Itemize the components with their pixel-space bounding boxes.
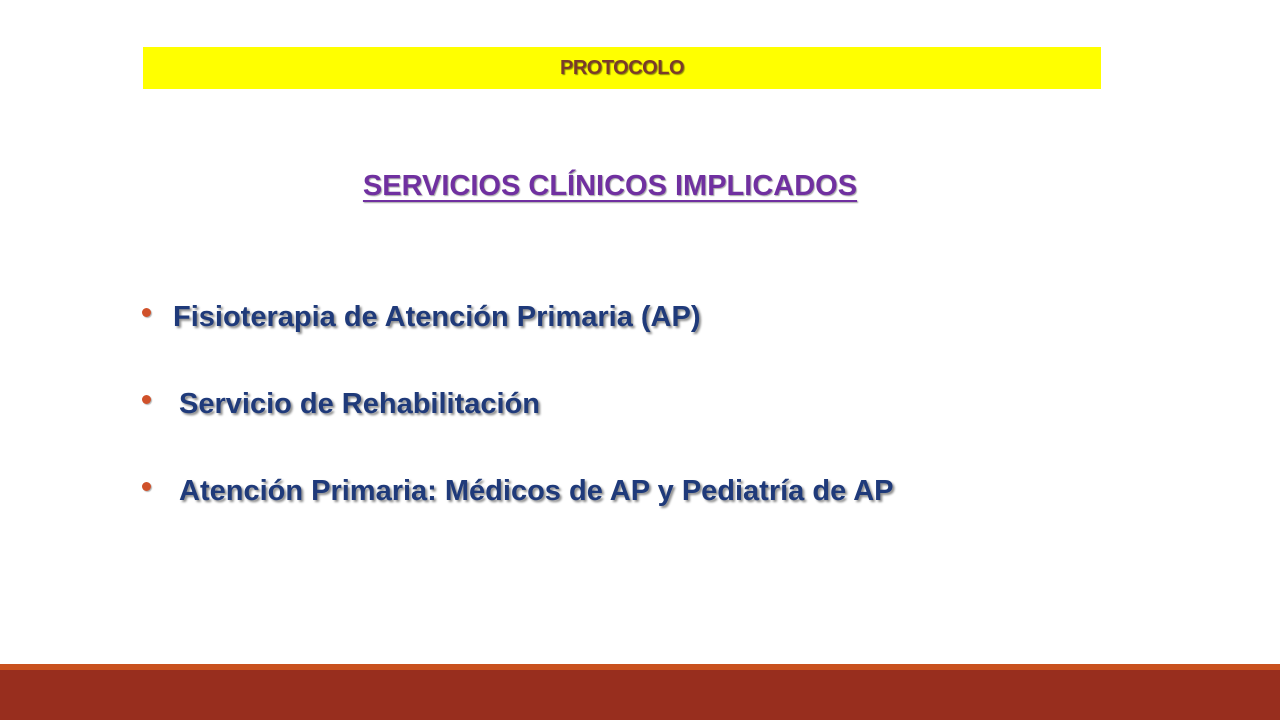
protocol-banner: [143, 47, 1101, 89]
list-item: [142, 295, 893, 339]
list-item: [142, 382, 893, 426]
section-title: SERVICIOS CLÍNICOS IMPLICADOS: [362, 170, 858, 202]
bullet-icon: [142, 308, 151, 317]
bullet-icon: [142, 482, 151, 491]
footer-bar: [0, 670, 1280, 720]
list-item: [142, 469, 893, 513]
bullet-icon: [142, 395, 151, 404]
bullet-text: Fisioterapia de Atención Primaria (AP): [173, 300, 701, 333]
bullet-text: Atención Primaria: Médicos de AP y Pediatría de AP: [179, 474, 894, 507]
bullet-text: Servicio de Rehabilitación: [179, 387, 540, 420]
banner-label: PROTOCOLO: [559, 57, 685, 79]
bullet-list: [142, 295, 893, 556]
